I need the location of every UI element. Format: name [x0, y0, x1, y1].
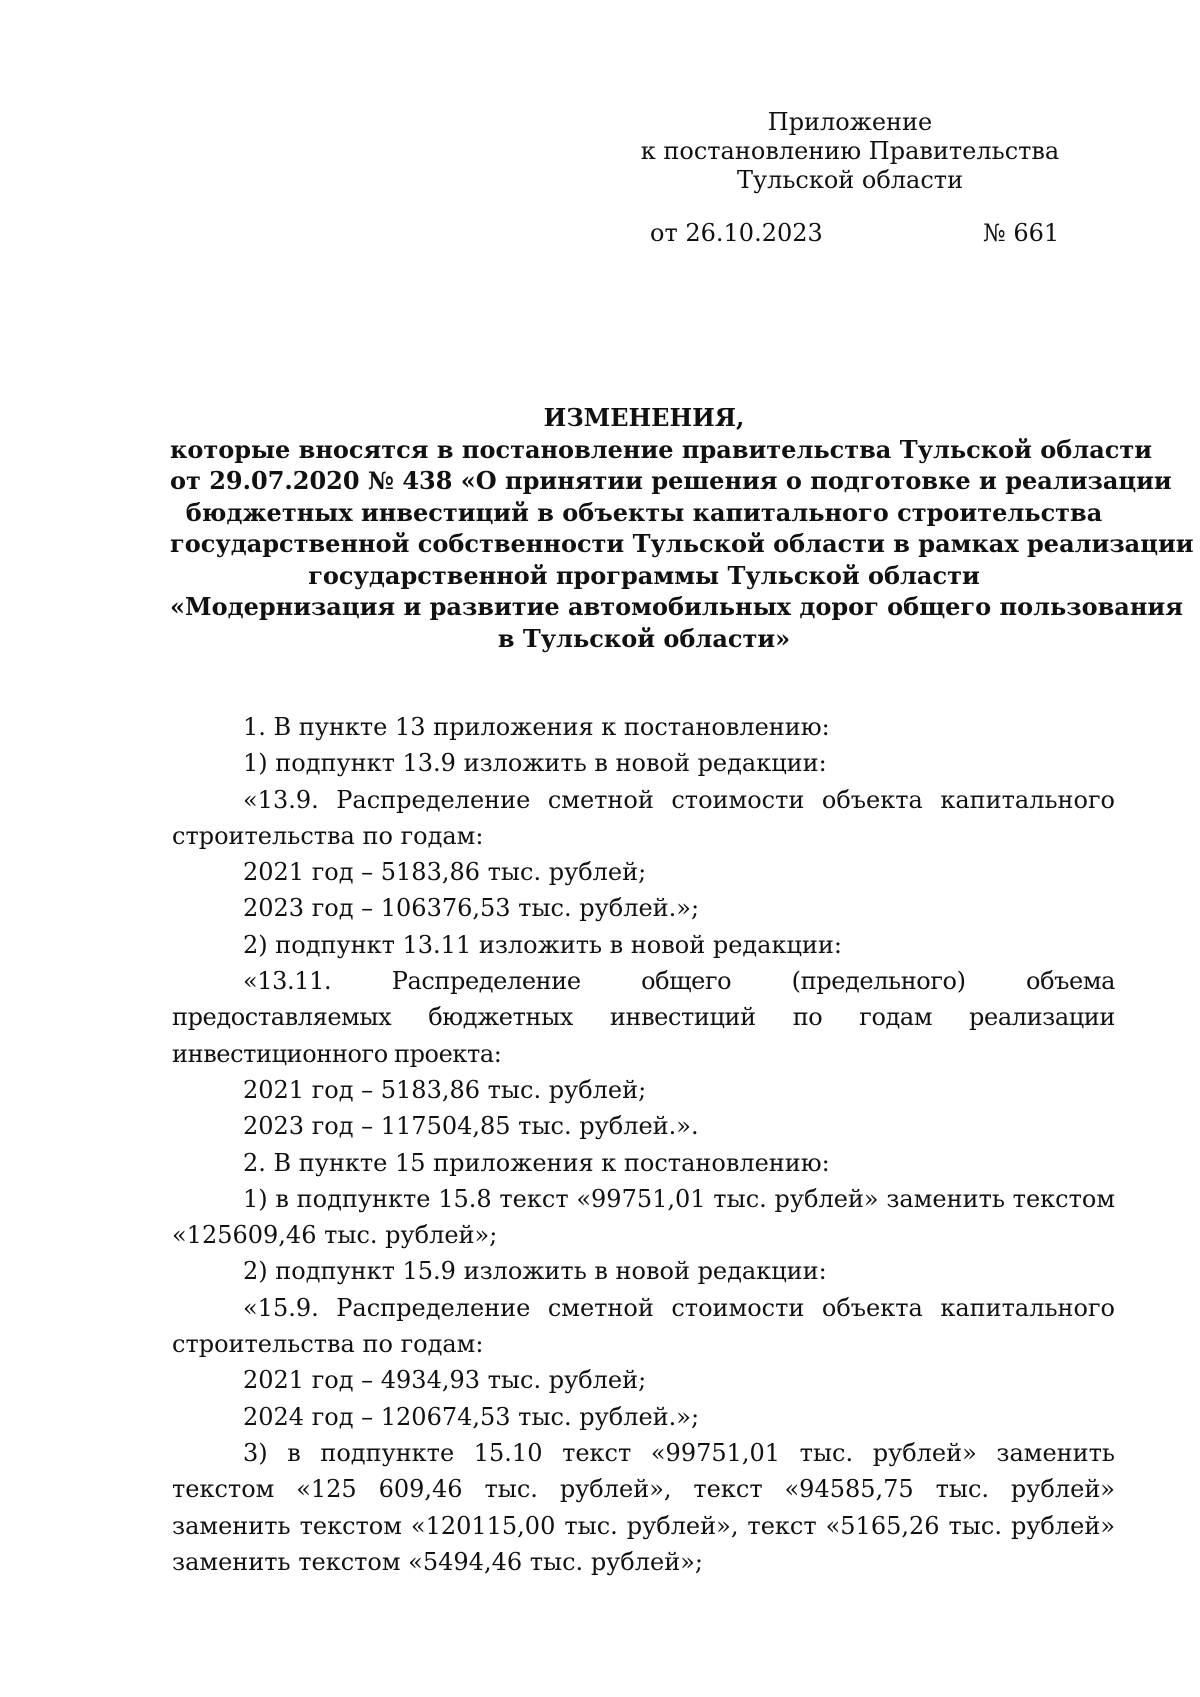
title-line: государственной программы Тульской области — [308, 560, 980, 590]
paragraph: 2. В пункте 15 приложения к постановлению: — [243, 1148, 830, 1177]
title-line: в Тульской области» — [497, 623, 791, 653]
title-line: от 29.07.2020 № 438 «О принятии решения о подготовке и реализации — [170, 466, 1172, 495]
paragraph: 1. В пункте 13 приложения к постановлению: — [243, 713, 830, 741]
paragraph: 2021 год – 4934,93 тыс. рублей; — [243, 1366, 647, 1395]
appendix-line: к постановлению Правительства — [640, 137, 1060, 165]
paragraph: 1) в подпункте 15.8 текст «99751,01 тыс. рублей» заменить текстом «125609,46 тыс. рублей»; — [172, 1184, 1115, 1250]
paragraph: 2) подпункт 15.9 изложить в новой редакции: — [243, 1257, 827, 1286]
paragraph: 1) подпункт 13.9 изложить в новой редакции: — [243, 749, 827, 778]
document-number: № 661 — [983, 219, 1060, 247]
document-title — [170, 402, 1194, 654]
title-line: бюджетных инвестиций в объекты капитального строительства — [185, 497, 1103, 527]
paragraph: «15.9. Распределение сметной стоимости объекта капитального строительства по годам: — [172, 1293, 1115, 1359]
paragraph: 3) в подпункте 15.10 текст «99751,01 тыс. рублей» заменить текстом «125 609,46 тыс. рублей», текст «94585,75 тыс. рублей» заменить текстом «120115,00 тыс. рублей», текст «5165,26 тыс. рублей» заменить текстом «5494,46 тыс. рублей»; — [172, 1438, 1115, 1576]
paragraph: 2023 год – 106376,53 тыс. рублей.»; — [243, 894, 700, 923]
paragraph: 2021 год – 5183,86 тыс. рублей; — [243, 858, 647, 887]
appendix-heading — [640, 108, 1060, 195]
appendix-line: Приложение — [767, 108, 933, 136]
title-line: государственной собственности Тульской области в рамках реализации — [170, 529, 1194, 558]
paragraph: 2021 год – 5183,86 тыс. рублей; — [243, 1075, 647, 1104]
document-date: от 26.10.2023 — [650, 219, 823, 247]
appendix-line: Тульской области — [736, 166, 964, 194]
title-line: которые вносятся в постановление правительства Тульской области — [170, 434, 1153, 464]
document-body — [172, 709, 1115, 1580]
paragraph: 2024 год – 120674,53 тыс. рублей.»; — [243, 1402, 700, 1431]
title-line: ИЗМЕНЕНИЯ, — [543, 403, 745, 432]
paragraph: «13.11. Распределение общего (предельного) объема предоставляемых бюджетных инвестиций по годам реализации инвестиционного проекта: — [172, 967, 1115, 1068]
paragraph: 2) подпункт 13.11 изложить в новой редакции: — [243, 930, 843, 959]
paragraph: «13.9. Распределение сметной стоимости объекта капитального строительства по годам: — [172, 785, 1115, 850]
paragraph: 2023 год – 117504,85 тыс. рублей.». — [243, 1112, 699, 1141]
title-line: «Модернизация и развитие автомобильных дорог общего пользования — [170, 592, 1183, 621]
